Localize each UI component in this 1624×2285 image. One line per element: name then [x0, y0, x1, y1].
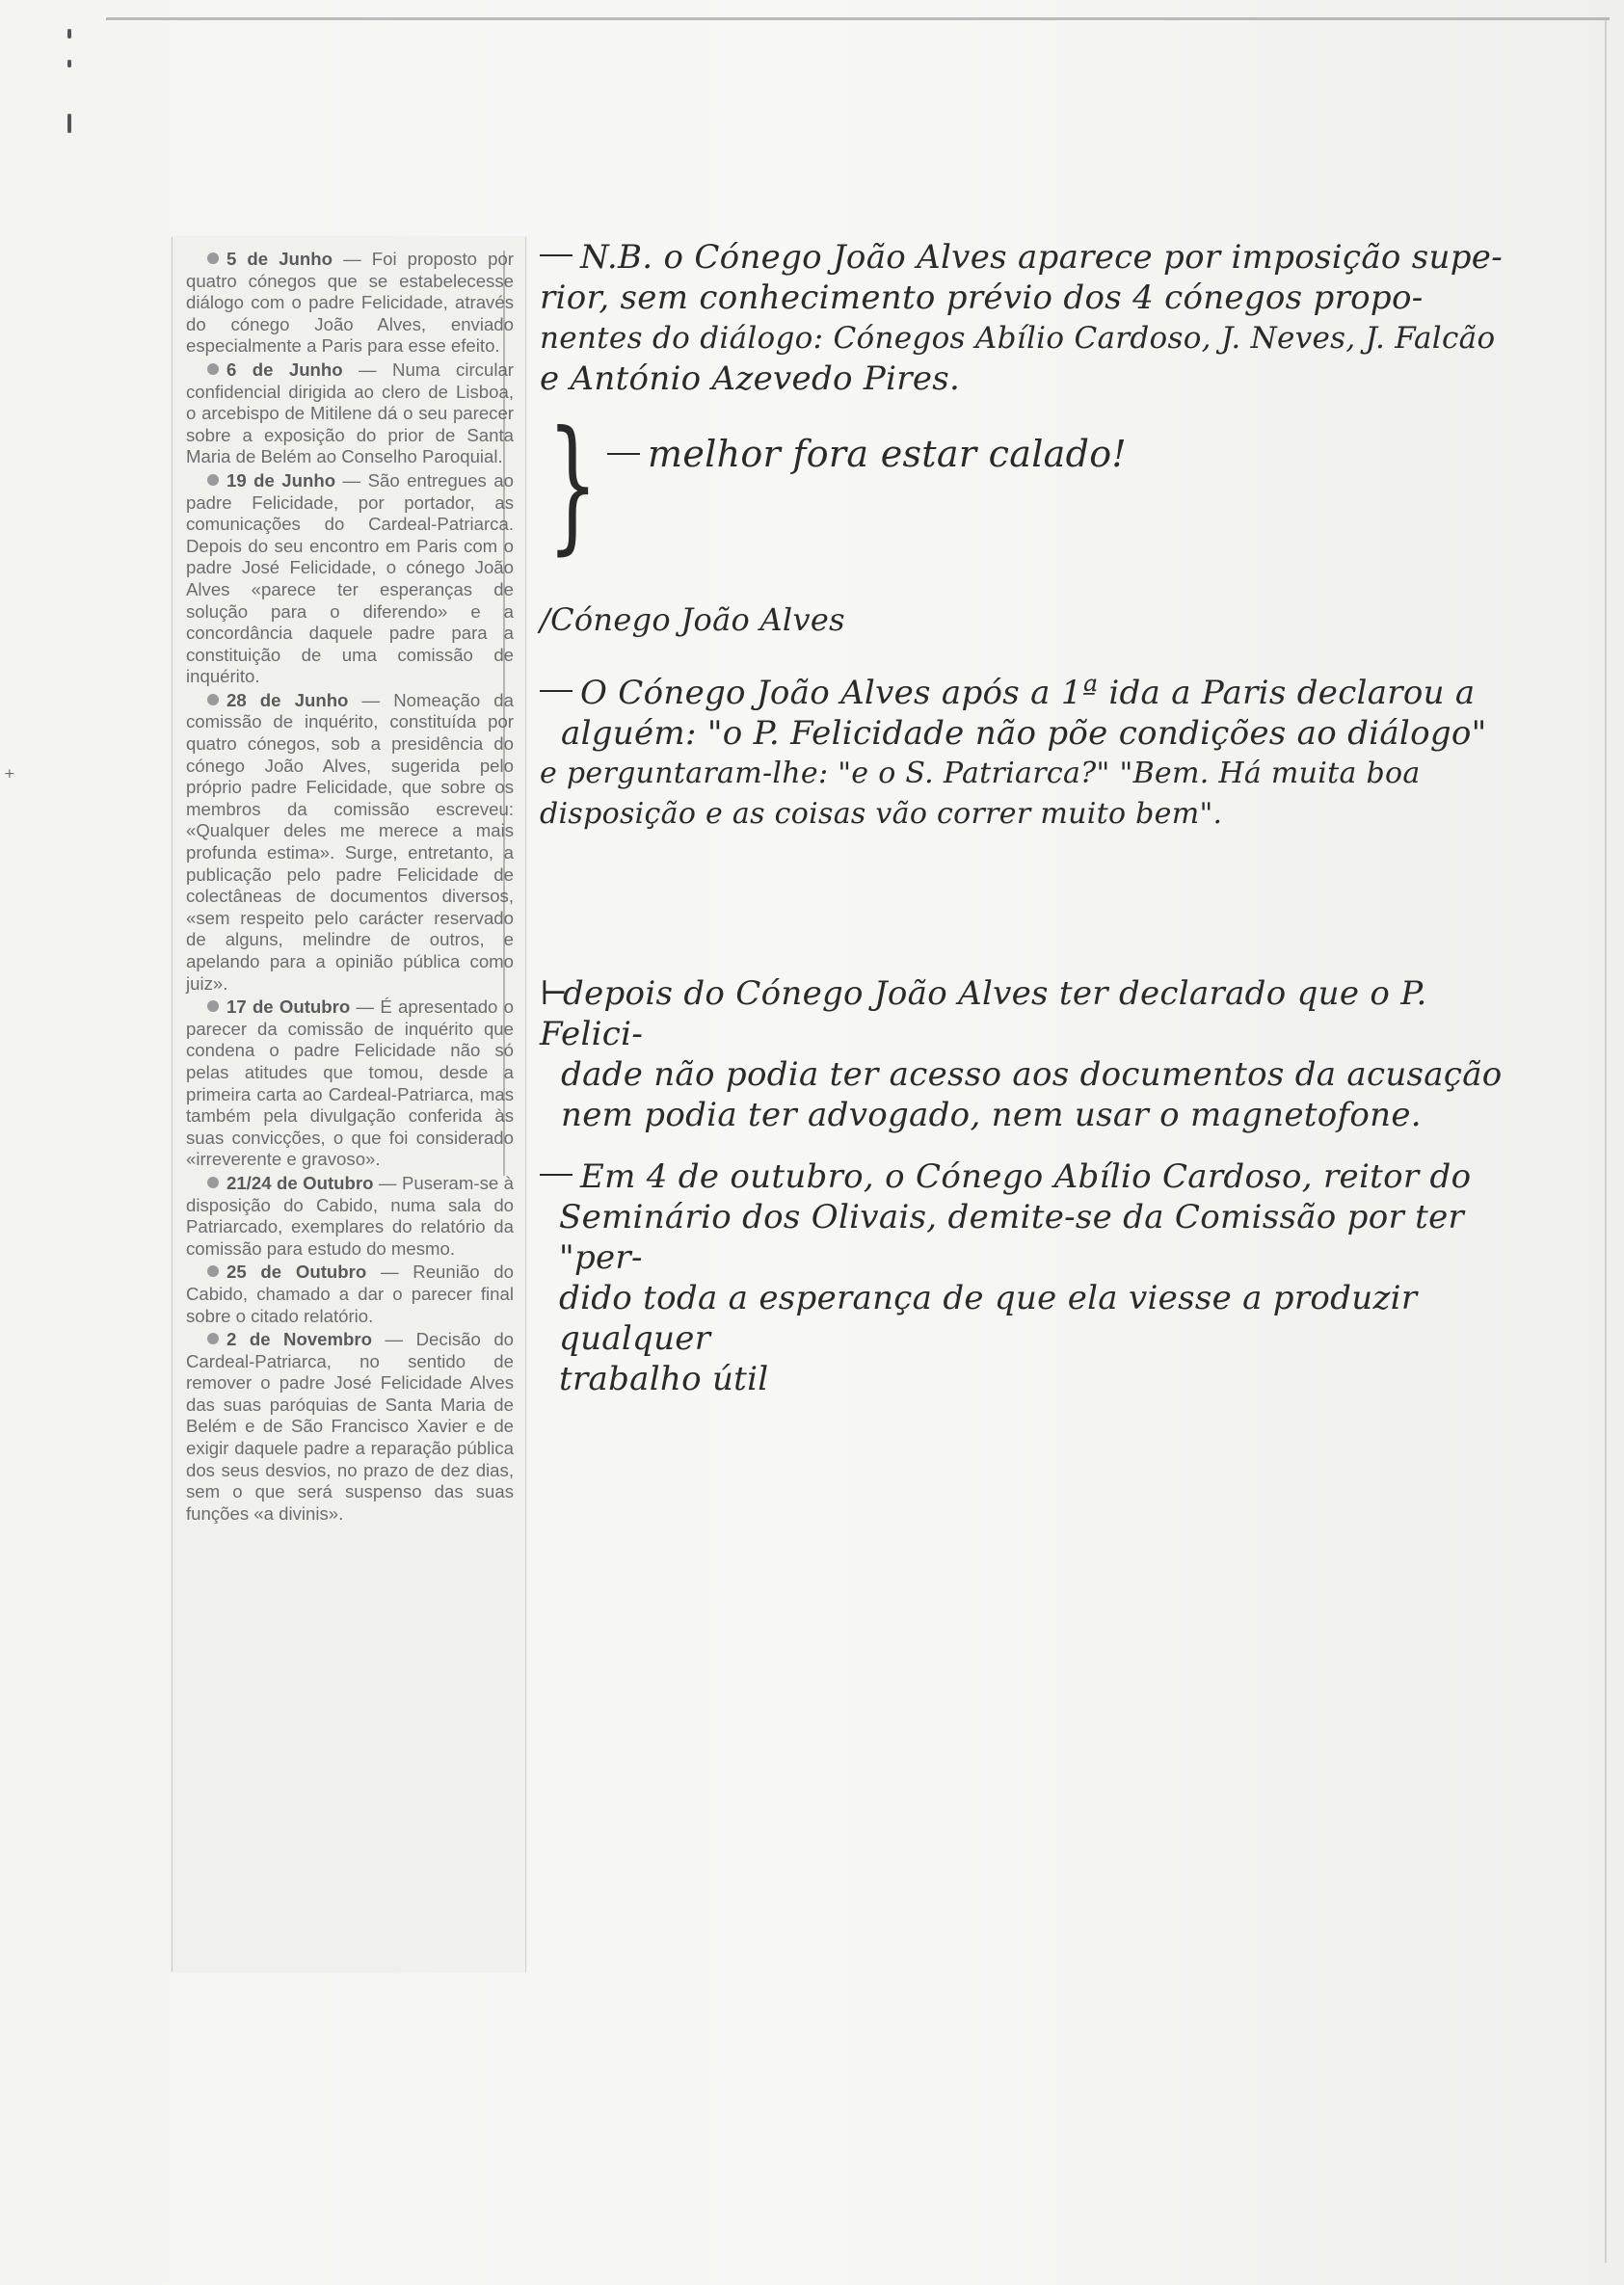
note-line: e António Azevedo Pires. — [540, 359, 961, 398]
entry-text: — Reunião do Cabido, chamado a dar o parecer final sobre o citado relatório. — [186, 1262, 514, 1326]
column-rule — [503, 251, 505, 1176]
note-line: dido toda a esperança de que ela viesse a produzir qualquer — [559, 1279, 1418, 1358]
note-line: Seminário dos Olivais, demite-se da Comissão por ter "per- — [559, 1198, 1465, 1277]
punch-mark — [67, 60, 71, 67]
entry-text: — São entregues ao padre Felicidade, por portador, as comunicações do Cardeal-Patriarca. Depois do seu encontro em Paris com o padre José Felicidade, o cónego João Alves «parece ter esperanças de solução para o diferendo» e a concordância daquele padre para a constituição de uma comissão de inquérito. — [186, 469, 514, 687]
entry-date: 5 de Junho — [226, 249, 333, 269]
bullet-icon — [207, 694, 219, 705]
punch-mark — [67, 29, 71, 39]
clipping-entry — [186, 470, 514, 688]
side-tick: + — [4, 766, 15, 782]
note-declared — [540, 973, 1504, 1135]
note-line: melhor fora estar calado! — [648, 433, 1127, 475]
page-top-edge — [106, 17, 1610, 20]
note-line: nentes do diálogo: Cónegos Abílio Cardoso, J. Neves, J. Falcão — [540, 321, 1496, 356]
newspaper-clipping — [172, 237, 526, 1972]
entry-date: 21/24 de Outubro — [226, 1172, 374, 1193]
note-line: nem podia ter advogado, nem usar o magnetofone. — [561, 1096, 1422, 1134]
clipping-entry — [186, 359, 514, 468]
note-line: trabalho útil — [559, 1360, 769, 1398]
clipping-entry — [186, 249, 514, 358]
entry-date: 25 de Outubro — [226, 1262, 367, 1283]
note-heading — [540, 599, 1504, 640]
dash-mark — [540, 1174, 572, 1176]
note-october — [540, 1156, 1504, 1399]
entry-text: — Numa circular confidencial dirigida ao clero de Lisboa, o arcebispo de Mitilene dá o seu parecer sobre a exposição do prior de Santa Maria de Belém ao Conselho Paroquial. — [186, 359, 514, 467]
clipping-entry — [186, 1329, 514, 1525]
entry-text: — Puseram-se à disposição do Cabido, numa sala do Patriarcado, exemplares do relatório da comissão para estudo do mesmo. — [186, 1172, 514, 1259]
bullet-icon — [207, 1177, 219, 1188]
entry-date: 6 de Junho — [226, 359, 343, 380]
bullet-icon — [207, 1333, 219, 1344]
entry-date: 28 de Junho — [226, 689, 349, 710]
dash-mark — [540, 690, 572, 692]
note-line: e perguntaram-lhe: "e o S. Patriarca?" "Bem. Há muita boa — [540, 757, 1421, 790]
entry-date: 17 de Outubro — [226, 996, 351, 1018]
entry-text: — Decisão do Cardeal-Patriarca, no sentido de remover o padre José Felicidade Alves das suas paróquias de Santa Maria de Belém e de São Francisco Xavier e de exigir daquele padre a reparação pública dos seus desvios, no prazo de dez dias, sem o que será suspenso das suas funções «a divinis». — [186, 1329, 514, 1524]
entry-date: 2 de Novembro — [226, 1329, 373, 1350]
bullet-icon — [207, 1265, 219, 1277]
brace-mark: } — [547, 401, 599, 569]
page-right-edge — [1605, 17, 1607, 2263]
note-nb — [540, 237, 1504, 399]
dash-mark — [540, 254, 572, 256]
entry-text: — Nomeação da comissão de inquérito, constituída por quatro cónegos, sob a presidência do cónego João Alves, sugerida pelo próprio padre Felicidade, que sobre os membros da comissão escreveu: «Qualquer deles me merece a mais profunda estima». Surge, entretanto, a publicação pelo padre Felicidade de colectâneas de documentos diversos, «sem respeito pelo carácter reservado de alguns, melindre de outros, e apelando para a opinião pública como juiz». — [186, 689, 514, 994]
entry-date: 19 de Junho — [226, 469, 336, 491]
clipping-entry — [186, 1173, 514, 1260]
note-line: rior, sem conhecimento prévio dos 4 cónegos propo- — [540, 279, 1424, 317]
clipping-entry — [186, 690, 514, 995]
punch-mark — [67, 114, 71, 133]
clipping-entry — [186, 996, 514, 1171]
note-aside — [607, 434, 1571, 476]
note-quote — [540, 673, 1504, 835]
note-line: N.B. o Cónego João Alves aparece por imposição supe- — [580, 238, 1503, 277]
note-line: Em 4 de outubro, o Cónego Abílio Cardoso, reitor do — [580, 1157, 1472, 1196]
note-line: O Cónego João Alves após a 1ª ida a Paris declarou a — [580, 674, 1476, 712]
note-line: dade não podia ter acesso aos documentos da acusação — [561, 1055, 1503, 1094]
dash-mark — [607, 453, 640, 455]
note-line: /Cónego João Alves — [540, 601, 845, 638]
bracket-mark: ⊢ — [540, 974, 569, 1013]
entry-text: — É apresentado o parecer da comissão de inquérito que condena o padre Felicidade não só pelas atitudes que tomou, desde a primeira carta ao Cardeal-Patriarca, mas também pela divulgação conferida às suas convicções, o que foi considerado «irreverente e gravoso». — [186, 996, 514, 1170]
note-line: depois do Cónego João Alves ter declarado que o P. Felici- — [540, 974, 1427, 1053]
bullet-icon — [207, 252, 219, 264]
bullet-icon — [207, 363, 219, 375]
clipping-entry — [186, 1262, 514, 1327]
entry-text: — Foi proposto por quatro cónegos que se estabelecesse diálogo com o padre Felicidade, através do cónego João Alves, enviado especialmente a Paris para esse efeito. — [186, 249, 514, 357]
note-line: disposição e as coisas vão correr muito bem". — [540, 797, 1223, 831]
bullet-icon — [207, 1000, 219, 1012]
note-line: alguém: "o P. Felicidade não põe condições ao diálogo" — [561, 714, 1487, 753]
bullet-icon — [207, 474, 219, 486]
clipping-text — [186, 249, 514, 1527]
